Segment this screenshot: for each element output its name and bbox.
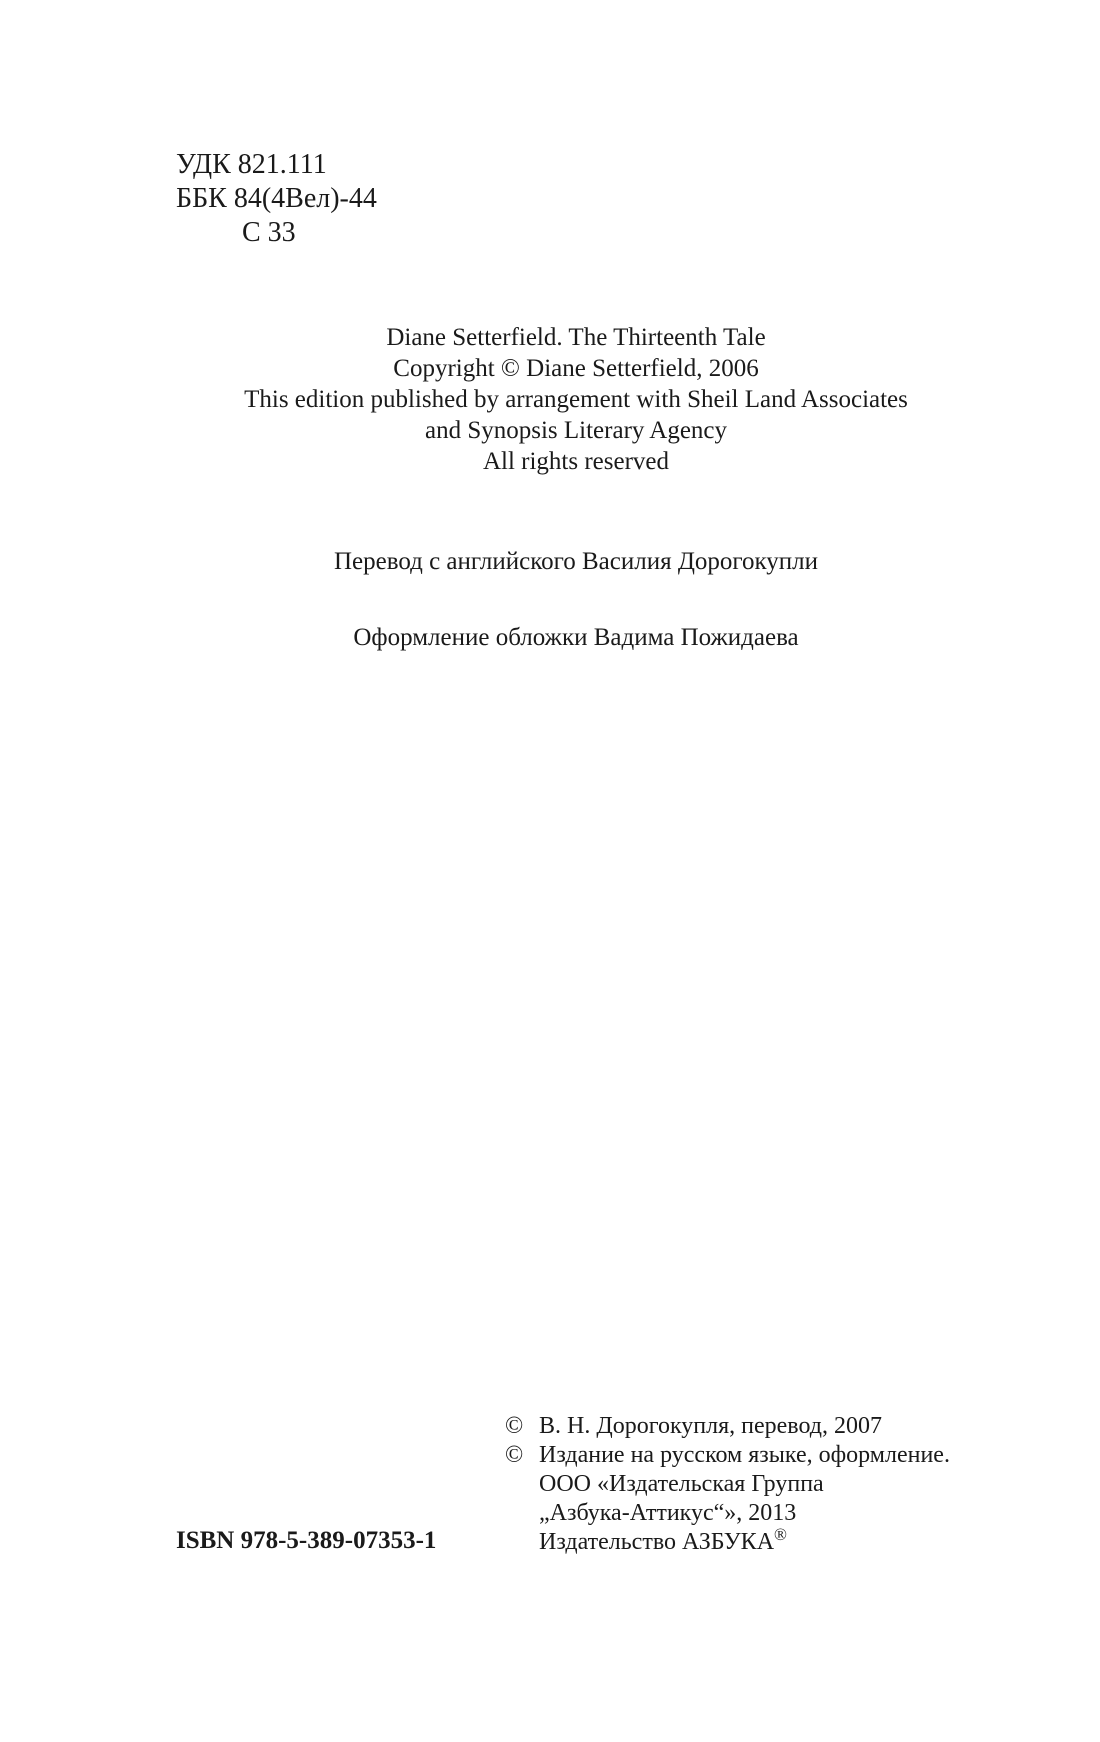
translation-copyright xyxy=(505,1412,950,1441)
library-classification xyxy=(176,148,377,250)
copyright-symbol: © xyxy=(505,1413,524,1439)
registered-trademark-mark: ® xyxy=(774,1525,787,1544)
cover-design-credit: Оформление обложки Вадима Пожидаева xyxy=(353,624,799,651)
translation-credit: Перевод с английского Василия Дорогокупли xyxy=(333,548,819,575)
copyright-symbol: © xyxy=(505,1442,524,1468)
rights-reserved-line: All rights reserved xyxy=(482,448,670,475)
publisher-imprint-line xyxy=(505,1525,950,1557)
agency-line: and Synopsis Literary Agency xyxy=(424,417,728,444)
arrangement-line: This edition published by arrangement with Sheil Land Associates xyxy=(244,386,908,413)
russian-edition-copyrights xyxy=(505,1412,950,1557)
translation-copyright-text: В. Н. Дорогокупля, перевод, 2007 xyxy=(539,1413,882,1439)
author-mark: С 33 xyxy=(242,217,296,248)
publisher-imprint-text: Издательство АЗБУКА xyxy=(539,1529,775,1555)
publisher-name-year-line: „Азбука-Аттикус“», 2013 xyxy=(539,1500,797,1526)
udk-code: УДК 821.111 xyxy=(176,149,327,180)
edition-copyright-text: Издание на русском языке, оформление. xyxy=(539,1442,950,1468)
original-edition-notice xyxy=(0,322,1100,477)
publisher-group-line: ООО «Издательская Группа xyxy=(539,1471,824,1497)
bbk-code: ББК 84(4Вел)-44 xyxy=(176,183,377,214)
original-title-line: Diane Setterfield. The Thirteenth Tale xyxy=(386,324,766,351)
isbn-number: ISBN 978-5-389-07353-1 xyxy=(176,1527,437,1554)
original-copyright-line: Copyright © Diane Setterfield, 2006 xyxy=(393,355,759,382)
edition-copyright xyxy=(505,1441,950,1470)
